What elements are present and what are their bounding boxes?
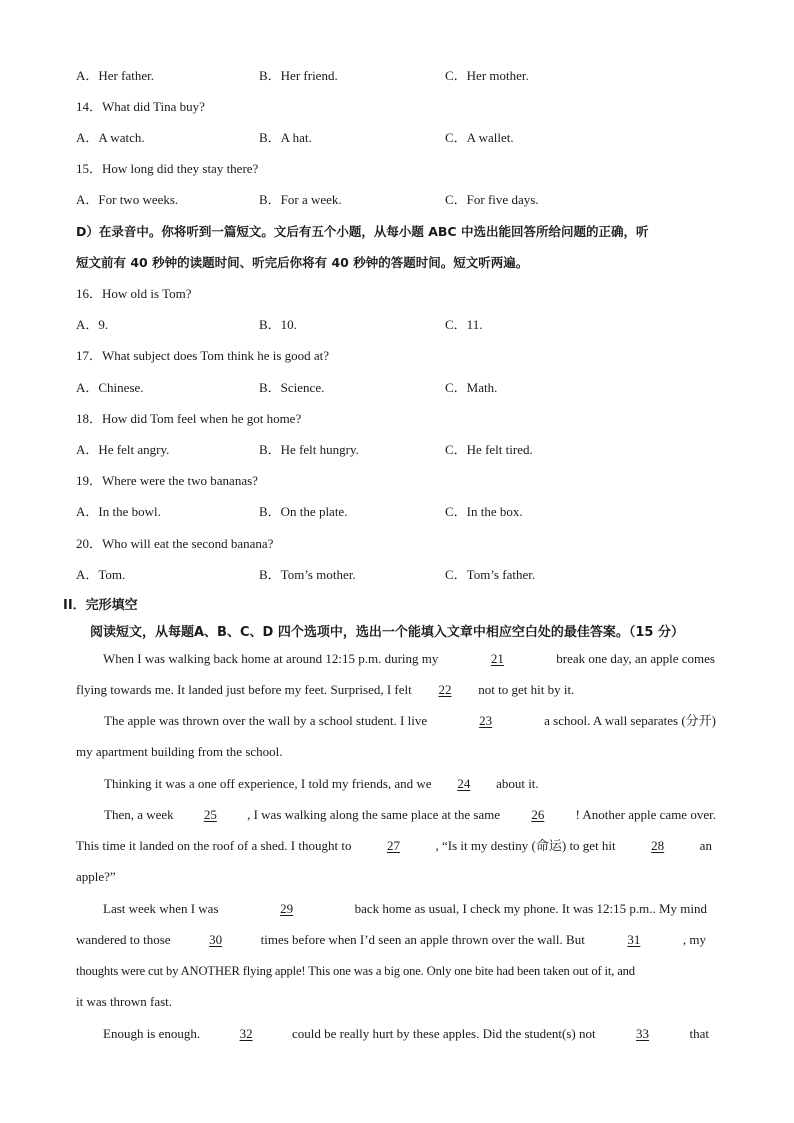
q15-question: 15．How long did they stay there? (76, 161, 259, 176)
passage-text: could be really hurt by these apples. Did the student(s) not (291, 1026, 596, 1041)
passage-text: , “Is it my destiny (命运) to get hit (435, 838, 616, 853)
passage-p6-line1 (103, 1026, 709, 1042)
q15-option-c: C．For five days. (445, 192, 539, 207)
passage-text: The apple was thrown over the wall by a school student. I live (104, 713, 428, 728)
passage-text: times before when I’d seen an apple thrown over the wall. But (260, 932, 585, 947)
q18-option-b: B．He felt hungry. (259, 442, 359, 457)
q16-option-c: C．11. (445, 317, 483, 332)
passage-text: that (689, 1026, 709, 1041)
blank-22: 22 (438, 682, 452, 697)
section-ii-title: II．完形填空 (63, 598, 138, 613)
q20-option-c: C．Tom’s father. (445, 567, 536, 582)
q20-option-a: A．Tom. (76, 567, 126, 582)
q19-option-a: A．In the bowl. (76, 504, 161, 519)
q17-option-b: B．Science. (259, 380, 325, 395)
passage-p3-line1 (104, 776, 746, 792)
q13-option-c: C．Her mother. (445, 68, 529, 83)
q13-option-b: B．Her friend. (259, 68, 338, 83)
q17-option-a: A．Chinese. (76, 380, 144, 395)
q14-option-a: A．A watch. (76, 130, 145, 145)
passage-text: Then, a week (104, 807, 174, 822)
passage-text: break one day, an apple comes (556, 651, 715, 666)
passage-p5-line4: it was thrown fast. (76, 994, 173, 1009)
q16-question: 16．How old is Tom? (76, 286, 192, 301)
q16-option-b: B．10. (259, 317, 297, 332)
q14-option-b: B．A hat. (259, 130, 312, 145)
q20-question: 20．Who will eat the second banana? (76, 536, 274, 551)
q18-option-c: C．He felt tired. (445, 442, 533, 457)
passage-text: about it. (496, 776, 539, 791)
passage-p2-line1 (104, 713, 716, 729)
blank-31: 31 (627, 932, 641, 947)
passage-text: a school. A wall separates (分开) (544, 713, 716, 728)
q14-question: 14．What did Tina buy? (76, 99, 205, 114)
passage-p5-line1 (103, 901, 707, 917)
passage-p1-line2 (76, 682, 718, 698)
passage-text: wandered to those (76, 932, 171, 947)
passage-text: When I was walking back home at around 12:15 p.m. during my (103, 651, 439, 666)
passage-text: back home as usual, I check my phone. It was 12:15 p.m.. My mind (354, 901, 707, 916)
passage-text: This time it landed on the roof of a shed. I thought to (76, 838, 352, 853)
passage-p4-line1 (104, 807, 716, 823)
blank-21: 21 (490, 651, 504, 666)
passage-text: an (699, 838, 712, 853)
blank-32: 32 (239, 1026, 253, 1041)
passage-text: not to get hit by it. (478, 682, 575, 697)
passage-text: , my (682, 932, 706, 947)
passage-p1-line1 (103, 651, 715, 667)
passage-text: Last week when I was (103, 901, 219, 916)
q15-option-b: B．For a week. (259, 192, 342, 207)
passage-p4-line2 (76, 838, 712, 854)
q18-option-a: A．He felt angry. (76, 442, 170, 457)
q19-question: 19．Where were the two bananas? (76, 473, 258, 488)
passage-p4-line3: apple?” (76, 869, 116, 884)
blank-24: 24 (457, 776, 471, 791)
blank-30: 30 (209, 932, 223, 947)
passage-text: Enough is enough. (103, 1026, 201, 1041)
passage-text: ! Another apple came over. (575, 807, 716, 822)
blank-28: 28 (651, 838, 665, 853)
q20-option-b: B．Tom’s mother. (259, 567, 356, 582)
q14-option-c: C．A wallet. (445, 130, 514, 145)
section-ii-instruction: 阅读短文，从每题A、B、C、D 四个选项中，选出一个能填入文章中相应空白处的最佳答案。（15 分） (90, 625, 684, 640)
q18-question: 18．How did Tom feel when he got home? (76, 411, 302, 426)
q17-option-c: C．Math. (445, 380, 498, 395)
passage-p5-line2 (76, 932, 706, 948)
blank-26: 26 (531, 807, 545, 822)
q19-option-c: C．In the box. (445, 504, 523, 519)
section-d-instruction-line1: D）在录音中。你将听到一篇短文。文后有五个小题，从每小题 ABC 中选出能回答所给问题的正确，听 (76, 224, 649, 239)
blank-23: 23 (479, 713, 493, 728)
q13-option-a: A．Her father. (76, 68, 154, 83)
passage-p5-line3: thoughts were cut by ANOTHER flying apple! This one was a big one. Only one bite had been taken out of it, and (76, 964, 635, 978)
passage-text: flying towards me. It landed just before my feet. Surprised, I felt (76, 682, 412, 697)
passage-text: , I was walking along the same place at the same (247, 807, 501, 822)
passage-text: Thinking it was a one off experience, I told my friends, and we (104, 776, 432, 791)
q15-option-a: A．For two weeks. (76, 192, 179, 207)
q19-option-b: B．On the plate. (259, 504, 348, 519)
blank-29: 29 (280, 901, 294, 916)
section-d-instruction-line2: 短文前有 40 秒钟的读题时间、听完后你将有 40 秒钟的答题时间。短文听两遍。 (76, 255, 529, 270)
passage-p2-line2: my apartment building from the school. (76, 744, 283, 759)
q16-option-a: A．9. (76, 317, 109, 332)
blank-25: 25 (203, 807, 217, 822)
blank-27: 27 (386, 838, 400, 853)
q17-question: 17．What subject does Tom think he is good at? (76, 348, 330, 363)
blank-33: 33 (636, 1026, 650, 1041)
